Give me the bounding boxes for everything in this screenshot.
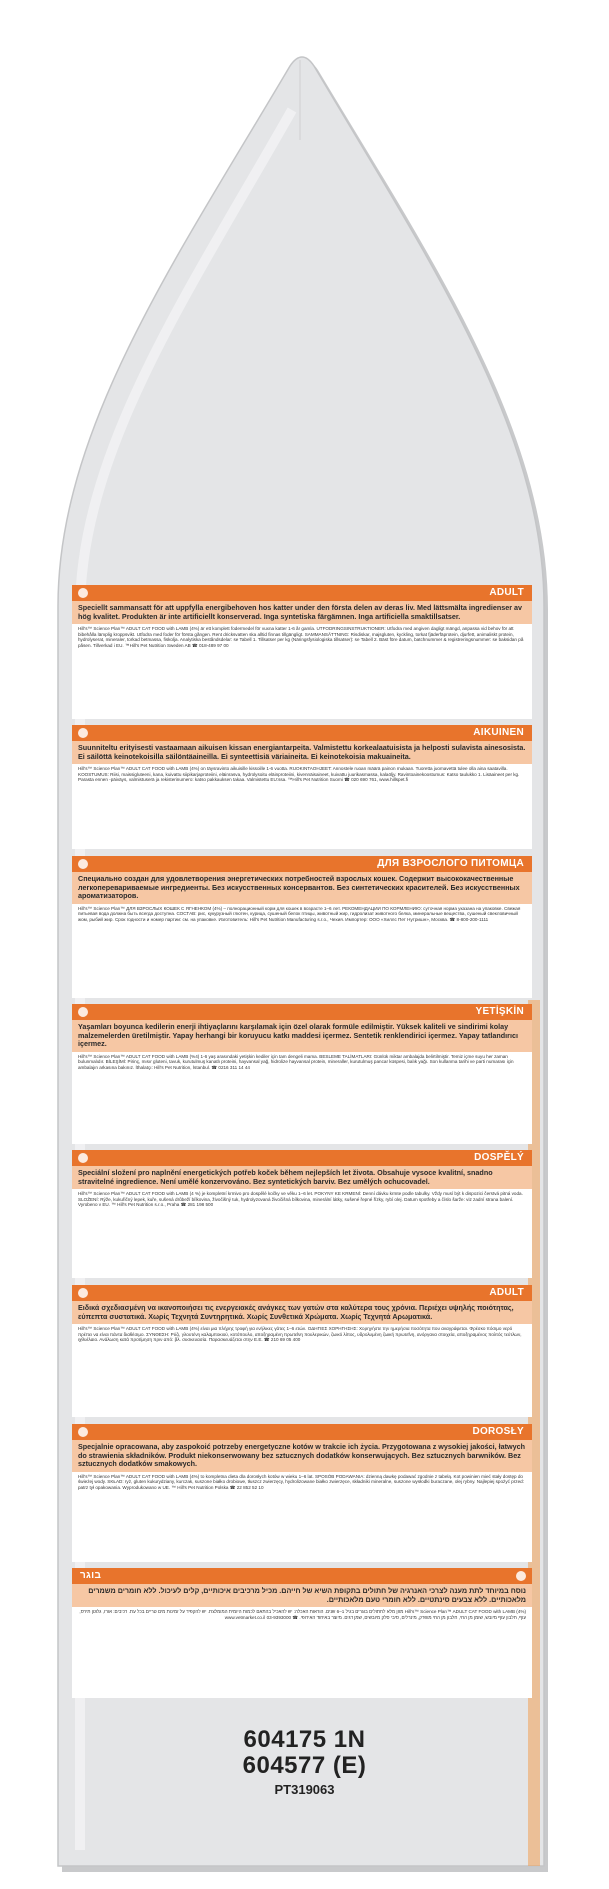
language-marker-icon (78, 1288, 88, 1298)
section-body: Hill's™ Science Plan™ ADULT CAT FOOD with LAMB (%4) 1-6 yaş arasındaki yetişkin kediler için tam dengeli mama. BESLEME TALİMATLARI: Günlük miktar ambalajda belirtilmiştir. Temiz içme suyu her zaman bulunmalıdır. BİLEŞİMİ: Pirinç, mısır gluteni, tavuk, kurutulmuş kanatlı proteini, hayvansal yağ, hidrolize hayvansal protein, mineraller, kurutulmuş pancar küspesi, balık yağı. Son kullanma tarihi ve parti numarası için ambalajın arkasına bakınız. İthalatçı: Hill's Pet Nutrition, İstanbul. ☎ 0216 311 14 44 (78, 1053, 514, 1070)
section-header (72, 1424, 532, 1440)
section-ru (72, 856, 532, 998)
section-header (72, 585, 532, 601)
section-label: ДЛЯ ВЗРОСЛОГО ПИТОМЦА (377, 858, 524, 869)
section-label: AIKUINEN (473, 727, 524, 738)
batch-code-1: 604175 1N (243, 1726, 366, 1753)
section-intro: Specjalnie opracowana, aby zaspokoić potrzeby energetyczne kotów w trakcie ich życia. Przygotowana z wysokiej jakości, łatwych do strawienia składników. Produkt niekonserwowany bez sztucznych dodatków konserwujących. Bez sztucznych barwników. Bez sztucznych dodatków smakowych. (72, 1440, 532, 1472)
section-he (72, 1568, 532, 1698)
section-body: Hill's™ Science Plan™ ADULT CAT FOOD with LAMB (4%) to kompletna dieta dla dorosłych kotów w wieku 1–6 lat. SPOSÓB PODAWANIA: dzienną dawkę podawać zgodnie z tabelą. Kot powinien mieć stały dostęp do świeżej wody. SKŁAD: ryż, gluten kukurydziany, kurczak, suszone białko drobiowe, tłuszcz zwierzęcy, hydrolizowane białko zwierzęce, składniki mineralne, suszone wysłodki buraczane, olej rybny. Najlepiej spożyć przed: patrz tył opakowania. Wyprodukowano w UE. ™ Hill's Pet Nutrition Polska ☎ 22 852 52 10 (78, 1473, 524, 1490)
section-header (72, 1285, 532, 1301)
language-marker-icon (78, 588, 88, 598)
section-body: Hill's™ Science Plan™ ADULT CAT FOOD with LAMB (4%) מזון מלא לחתולים בוגרים בגיל 1–6 שנים. הוראות האכלה: יש להאכיל בהתאם לכמות היומית המומלצת. יש להקפיד על זמינות מים טריים בכל עת. רכיבים: אורז, גלוטן תירס, עוף, חלבון עוף מיובש, שומן מן החי, חלבון מן החי מופרק, מינרלים, סיבי סלק מיובשים, שמן דגים. מיוצר באיחוד האירופי. ☎ 03-9393000 www.vetmarket.co.il (79, 1609, 526, 1620)
section-label: DOSPĚLÝ (474, 1152, 524, 1163)
section-body: Hill's™ Science Plan™ ADULT CAT FOOD with LAMB (4%) on täysravinto aikuisille kissoille 1-6 vuotta. RUOKINTAOHJEET: Annostele ruoan määrä painon mukaan. Tuoretta juomavettä tulee olla aina saatavilla. KOOSTUMUS: Riisi, maissigluteeni, kana, kuivattu siipikarjaproteiini, eläinrasva, hydrolysoitu eläinproteiini, kivennäisaineet, kuivattu juurikasmassa, kalaöljy. Ravintoainekoostumus: Katso taulukko 1. Lisäaineet per kg. Parasta ennen -päiväys, valmistuserä ja rekisterinumero: katso pakkauksen takaa. Valmistettu EU:ssa. ™Hill's Pet Nutrition Suomi ☎ 020 690 761, www.hillspet.fi (78, 766, 520, 783)
section-body: Hill's™ Science Plan™ ADULT CAT FOOD with LAMB (4%) är ett komplett fodermedel för vuxna katter 1-6 år gamla. UTFODRINGSINSTRUKTIONER: Utfodra med angiven dagligt mängd, anpassa vid behov för att bibehålla lämplig kroppsvikt. Utfodra med foder för första gången. Rent dricksvatten ska alltid finnas tillgängligt. SAMMANSÄTTNING: Risdiskar, majsgluten, kyckling, torkat fjäderfäprotein, djurfett, animaliskt protein, hydrolyserat, mineraler, torkad betmassa, fiskolja. Analytiska beståndsdelar: se Tabell 1. Tillsatser per kg (Näringsfysiologiska tillsatser): se Tabell 2. Bäst före datum, batchnummer & registreringsnummer: se baksidan på påsen. Tillverkad i EU. ™Hill's Pet Nutrition Sweden AB ☎ 018-489 97 00 (78, 626, 524, 648)
section-intro: Ειδικά σχεδιασμένη να ικανοποιήσει τις ενεργειακές ανάγκες των γατών στα καλύτερα τους χρόνια. Περιέχει υψηλής ποιότητας, εύπεπτα συστατικά. Χωρίς Τεχνητά Συντηρητικά. Χωρίς Συνθετικά Χρώματα. Χωρίς Τεχνητά Αρωματικά. (72, 1301, 532, 1324)
section-fi (72, 725, 532, 849)
batch-code-3: PT319063 (274, 1782, 335, 1797)
language-marker-icon (78, 859, 88, 869)
section-header (72, 725, 532, 741)
section-header (72, 1004, 532, 1020)
language-marker-icon (78, 1007, 88, 1017)
section-label: DOROSŁY (472, 1426, 524, 1437)
section-sv (72, 585, 532, 719)
language-marker-icon (78, 728, 88, 738)
section-body: Hill's™ Science Plan™ ADULT CAT FOOD with LAMB (4%) είναι μια πλήρης τροφή για ενήλικες γάτες 1–6 ετών. ΟΔΗΓΙΕΣ ΧΟΡΗΓΗΣΗΣ: Χορηγήστε την ημερήσια ποσότητα που αναγράφεται. Φρέσκο πόσιμο νερό πρέπει να είναι πάντα διαθέσιμο. ΣΥΝΘΕΣΗ: Ρύζι, γλουτένη καλαμποκιού, κοτόπουλο, αποξηραμένη πρωτεΐνη πουλερικών, ζωικό λίπος, υδρολυμένη ζωική πρωτεΐνη, ανόργανα στοιχεία, αποξηραμένος πολτός τεύτλων, ιχθυέλαιο. Ανάλωση κατά προτίμηση πριν από: βλ. συσκευασία. Παρασκευάζεται στην Ε.Ε. ☎ 210 69 05 400 (78, 1326, 522, 1343)
section-label: ADULT (489, 587, 524, 598)
section-pl (72, 1424, 532, 1562)
section-label: בוגר (80, 1570, 102, 1581)
section-intro: Speciální složení pro naplnění energetických potřeb koček během nejlepších let života. Obsahuje vysoce kvalitní, snadno stravitelné ingredience. Není umělé konzervováno. Bez syntetických barviv. Bez umělých ochucovadel. (72, 1166, 532, 1189)
section-intro: נוסח במיוחד לתת מענה לצרכי האנרגיה של חתולים בתקופת השיא של חייהם. מכיל מרכיבים איכותיים, קלים לעיכול. ללא חומרים משמרים מלאכותיים. ללא צבעים סינתטיים. ללא חומרי טעם מלאכותיים. (72, 1584, 532, 1607)
section-intro: Suunniteltu erityisesti vastaamaan aikuisen kissan energiantarpeita. Valmistettu korkealaatuisista ja helposti sulavista ainesosista. Ei säilöttä keinotekoisilla säilöntäaineilla. Ei synteettisiä väriaineita. Ei keinotekoisia makuaineita. (72, 741, 532, 764)
section-el (72, 1285, 532, 1417)
section-label: ADULT (489, 1287, 524, 1298)
section-body: Hill's™ Science Plan™ ДЛЯ ВЗРОСЛЫХ КОШЕК С ЯГНЕНКОМ (4%) – полнорационный корм для кошек в возрасте 1–6 лет. РЕКОМЕНДАЦИИ ПО КОРМЛЕНИЮ: суточная норма указана на упаковке. Свежая питьевая вода должна быть всегда доступна. СОСТАВ: рис, кукурузный глютен, курица, сушеный белок птицы, животный жир, гидролизат животного белка, минеральные вещества, сушеный свекловичный жом, рыбий жир. Срок годности и номер партии: см. на упаковке. Изготовитель: Hill's Pet Nutrition Manufacturing s.r.o., Чехия. Импортер: ООО «Хиллс Пет Нутришн», Москва. ☎ 8-800-200-1111 (78, 905, 521, 922)
language-marker-icon (516, 1571, 526, 1581)
section-intro: Yaşamları boyunca kedilerin enerji ihtiyaçlarını karşılamak için özel olarak formüle edilmiştir. Yüksek kaliteli ve sindirimi kolay malzemelerden üretilmiştir. Yapay herhangi bir koruyucu katkı maddesi içermez. Sentetik renklendirici içermez. Yapay tatlandırıcı içermez. (72, 1020, 532, 1052)
language-marker-icon (78, 1153, 88, 1163)
section-intro: Специально создан для удовлетворения энергетических потребностей взрослых кошек. Содержит высококачественные легкоперевариваемые ингредиенты. Без искусственных консервантов. Без синтетических красителей. Без искусственных ароматизаторов. (72, 872, 532, 904)
section-cs (72, 1150, 532, 1278)
language-marker-icon (78, 1427, 88, 1437)
section-body: Hill's™ Science Plan™ ADULT CAT FOOD with LAMB (4 %) je kompletní krmivo pro dospělé kočky ve věku 1–6 let. POKYNY KE KRMENÍ: Denní dávku krmte podle tabulky. Vždy musí být k dispozici čerstvá pitná voda. SLOŽENÍ: Rýže, kukuřičný lepek, kuře, sušená drůbeží bílkovina, živočišný tuk, hydrolyzovaná živočišná bílkovina, minerální látky, sušené řepné řízky, rybí olej. Datum spotřeby a číslo šarže: viz zadní strana balení. Vyrobeno v EU. ™ Hill's Pet Nutrition s.r.o., Praha ☎ 281 198 500 (78, 1191, 523, 1208)
section-header (72, 1568, 532, 1584)
batch-code-2: 604577 (E) (242, 1752, 367, 1779)
section-intro: Speciellt sammansatt för att uppfylla energibehoven hos katter under den första delen av deras liv. Med lättsmälta ingredienser av hög kvalitet. Produkten är inte artificiellt konserverad. Inga syntetiska färgämnen. Inga artificiella smaktillsatser. (72, 601, 532, 624)
section-tr (72, 1004, 532, 1144)
section-label: YETİŞKİN (475, 1006, 524, 1017)
section-header (72, 1150, 532, 1166)
section-header (72, 856, 532, 872)
